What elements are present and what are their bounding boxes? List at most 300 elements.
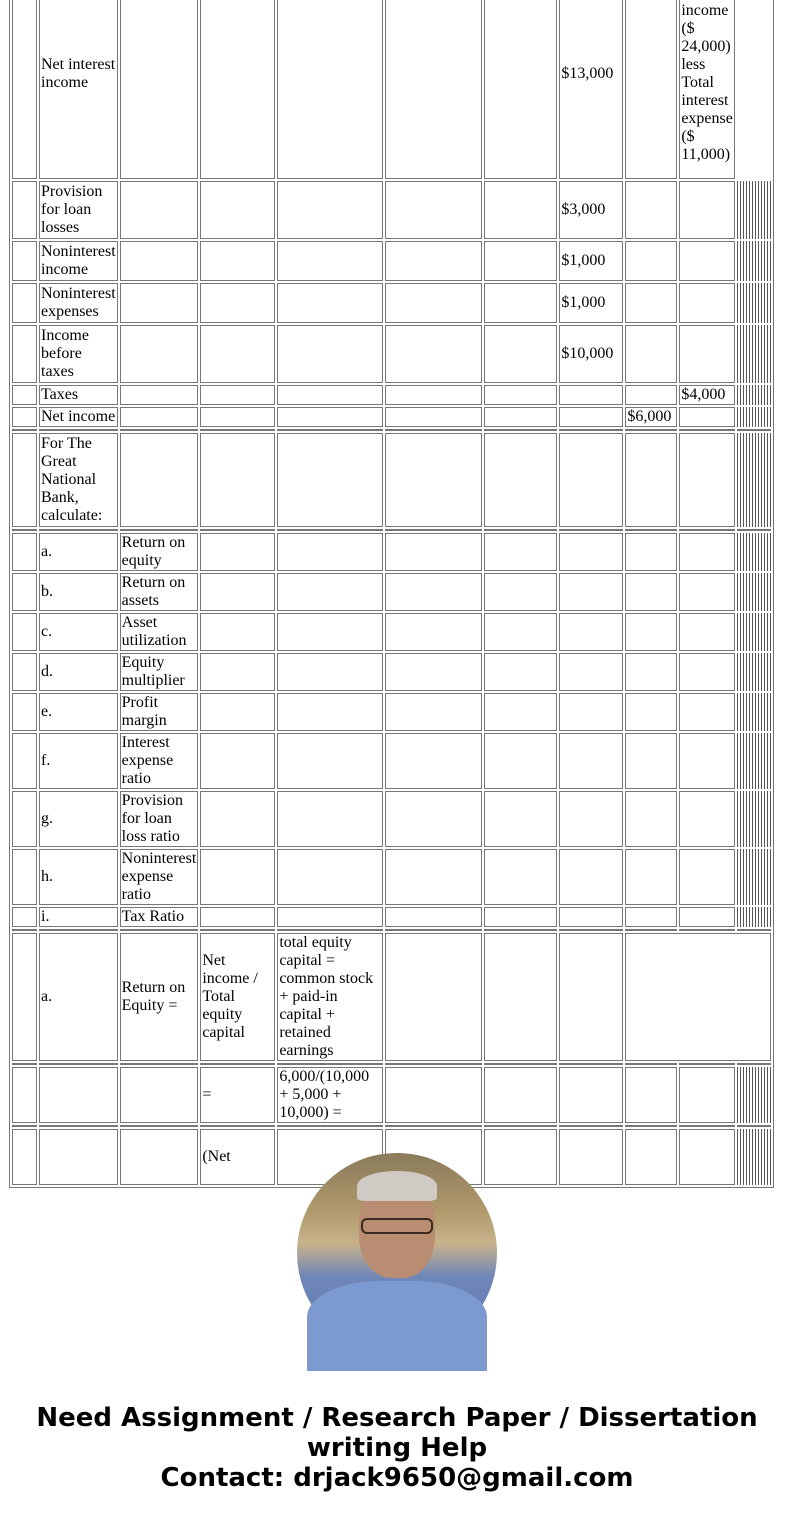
table-cell	[625, 907, 677, 927]
table-cell	[277, 181, 383, 239]
table-cell	[120, 241, 199, 281]
table-cell	[559, 433, 623, 527]
table-cell	[484, 241, 557, 281]
table-cell	[39, 1129, 118, 1185]
table-cell	[679, 791, 735, 847]
table-row	[12, 693, 771, 731]
table-cell	[385, 407, 482, 427]
separator-cell	[277, 1063, 383, 1065]
table-cell: Noninterest income	[39, 241, 118, 281]
table-cell-edge	[737, 693, 771, 731]
table-cell	[200, 325, 275, 383]
table-cell: Equity multiplier	[120, 653, 199, 691]
table-cell	[385, 693, 482, 731]
table-row	[12, 407, 771, 427]
table-cell	[484, 283, 557, 323]
separator-cell	[737, 929, 771, 931]
table-cell: Asset utilization	[120, 613, 199, 651]
table-cell	[385, 791, 482, 847]
table-cell	[385, 573, 482, 611]
row-separator	[12, 429, 771, 431]
separator-cell	[277, 429, 383, 431]
table-cell	[385, 283, 482, 323]
separator-cell	[679, 1063, 735, 1065]
separator-cell	[737, 1063, 771, 1065]
table-cell	[12, 1129, 37, 1185]
table-cell	[200, 181, 275, 239]
table-cell	[484, 933, 557, 1061]
table-cell-edge	[737, 0, 771, 179]
table-cell: f.	[39, 733, 118, 789]
table-cell-edge	[737, 325, 771, 383]
table-cell-edge	[737, 181, 771, 239]
table-cell	[277, 573, 383, 611]
table-cell	[484, 573, 557, 611]
table-row	[12, 849, 771, 905]
table-cell	[484, 613, 557, 651]
promo-text	[0, 1403, 794, 1493]
separator-cell	[39, 529, 118, 531]
separator-cell	[385, 1125, 482, 1127]
separator-cell	[12, 929, 37, 931]
table-cell: h.	[39, 849, 118, 905]
table-cell	[559, 1129, 623, 1185]
table-cell	[200, 907, 275, 927]
table-cell: $1,000	[559, 241, 623, 281]
separator-cell	[385, 429, 482, 431]
table-cell: Return on equity	[120, 533, 199, 571]
separator-cell	[39, 1125, 118, 1127]
table-row	[12, 325, 771, 383]
table-cell: Return on assets	[120, 573, 199, 611]
table-cell: $6,000	[625, 407, 677, 427]
table-cell	[679, 533, 735, 571]
table-cell	[120, 325, 199, 383]
table-cell: a.	[39, 933, 118, 1061]
table-cell	[385, 849, 482, 905]
table-cell: =	[200, 1067, 275, 1123]
table-cell	[277, 791, 383, 847]
table-cell	[277, 907, 383, 927]
table-cell	[559, 613, 623, 651]
table-cell: Noninterest expenses	[39, 283, 118, 323]
table-cell	[12, 693, 37, 731]
table-cell	[385, 907, 482, 927]
separator-cell	[385, 529, 482, 531]
table-cell	[679, 849, 735, 905]
table-cell	[484, 407, 557, 427]
table-cell	[679, 693, 735, 731]
table-cell	[200, 693, 275, 731]
table-cell	[277, 733, 383, 789]
table-cell	[385, 325, 482, 383]
table-cell	[625, 181, 677, 239]
table-cell: $1,000	[559, 283, 623, 323]
table-cell	[120, 407, 199, 427]
table-cell	[484, 385, 557, 405]
table-cell-edge	[737, 1067, 771, 1123]
table-cell-edge	[737, 907, 771, 927]
table-cell: Provision for loan loss ratio	[120, 791, 199, 847]
table-cell	[625, 573, 677, 611]
table-cell	[484, 693, 557, 731]
separator-cell	[559, 929, 623, 931]
separator-cell	[12, 429, 37, 431]
table-cell: Net interest income	[39, 0, 118, 179]
table-cell	[484, 907, 557, 927]
table-row	[12, 241, 771, 281]
table-cell-edge	[737, 407, 771, 427]
separator-cell	[484, 929, 557, 931]
separator-cell	[200, 529, 275, 531]
table-cell	[277, 613, 383, 651]
table-cell	[277, 693, 383, 731]
table-cell	[12, 283, 37, 323]
table-cell	[559, 693, 623, 731]
table-cell	[559, 533, 623, 571]
table-row	[12, 433, 771, 527]
table-cell	[625, 653, 677, 691]
table-cell	[385, 433, 482, 527]
table-cell-edge	[737, 791, 771, 847]
table-cell	[12, 533, 37, 571]
table-cell: Interest expense ratio	[120, 733, 199, 789]
table-cell	[200, 573, 275, 611]
table-cell	[385, 0, 482, 179]
table-row	[12, 385, 771, 405]
table-cell	[559, 573, 623, 611]
table-cell	[625, 325, 677, 383]
table-cell	[559, 791, 623, 847]
row-separator	[12, 1125, 771, 1127]
table-cell	[484, 433, 557, 527]
table-cell: Net income	[39, 407, 118, 427]
table-cell	[679, 1067, 735, 1123]
separator-cell	[737, 429, 771, 431]
author-photo	[297, 1153, 497, 1353]
table-cell	[12, 933, 37, 1061]
table-cell	[12, 849, 37, 905]
separator-cell	[679, 1125, 735, 1127]
table-cell: Tax Ratio	[120, 907, 199, 927]
table-cell	[559, 933, 623, 1061]
table-cell	[625, 0, 677, 179]
table-row	[12, 907, 771, 927]
table-cell	[12, 573, 37, 611]
separator-cell	[12, 1125, 37, 1127]
separator-cell	[559, 529, 623, 531]
separator-cell	[559, 429, 623, 431]
table-row	[12, 933, 771, 1061]
separator-cell	[12, 529, 37, 531]
separator-cell	[484, 1063, 557, 1065]
table-cell: Provision for loan losses	[39, 181, 118, 239]
table-cell	[559, 849, 623, 905]
table-cell: d.	[39, 653, 118, 691]
table-cell	[679, 653, 735, 691]
table-cell	[12, 433, 37, 527]
table-cell	[679, 573, 735, 611]
table-cell	[385, 385, 482, 405]
table-cell	[385, 181, 482, 239]
table-cell: b.	[39, 573, 118, 611]
table-cell-edge	[737, 573, 771, 611]
separator-cell	[12, 1063, 37, 1065]
table-cell	[200, 613, 275, 651]
table-cell: Return on Equity =	[120, 933, 199, 1061]
table-cell	[385, 933, 482, 1061]
table-cell: Income before taxes	[39, 325, 118, 383]
separator-cell	[484, 529, 557, 531]
table-cell	[679, 325, 735, 383]
table-cell	[625, 849, 677, 905]
table-cell	[120, 1129, 199, 1185]
table-cell	[200, 849, 275, 905]
table-cell: e.	[39, 693, 118, 731]
separator-cell	[200, 429, 275, 431]
separator-cell	[200, 1125, 275, 1127]
table-cell	[39, 1067, 118, 1123]
separator-cell	[679, 529, 735, 531]
table-cell	[625, 791, 677, 847]
table-cell: i.	[39, 907, 118, 927]
table-cell: (Net	[200, 1129, 275, 1185]
table-cell	[120, 1067, 199, 1123]
table-cell: $4,000	[679, 385, 735, 405]
table-cell	[277, 653, 383, 691]
table-cell	[484, 733, 557, 789]
table-cell	[679, 613, 735, 651]
separator-cell	[120, 429, 199, 431]
table-cell-edge	[737, 1129, 771, 1185]
table-cell	[277, 433, 383, 527]
separator-cell	[39, 429, 118, 431]
table-cell	[625, 733, 677, 789]
table-cell	[625, 241, 677, 281]
table-cell	[12, 241, 37, 281]
table-cell	[484, 1067, 557, 1123]
table-cell	[200, 0, 275, 179]
separator-cell	[200, 1063, 275, 1065]
table-cell	[625, 613, 677, 651]
separator-cell	[120, 1063, 199, 1065]
table-cell	[385, 613, 482, 651]
table-cell	[625, 533, 677, 571]
separator-cell	[385, 1063, 482, 1065]
table-cell	[625, 433, 677, 527]
row-separator	[12, 929, 771, 931]
table-cell	[385, 533, 482, 571]
table-cell	[277, 325, 383, 383]
table-cell	[484, 1129, 557, 1185]
table-cell	[12, 0, 37, 179]
table-cell-edge	[737, 241, 771, 281]
table-cell	[12, 1067, 37, 1123]
table-cell	[120, 433, 199, 527]
table-cell: $13,000	[559, 0, 623, 179]
table-cell	[12, 733, 37, 789]
table-cell-edge	[737, 283, 771, 323]
table-cell	[12, 791, 37, 847]
separator-cell	[484, 1125, 557, 1127]
table-cell	[12, 325, 37, 383]
separator-cell	[39, 929, 118, 931]
table-cell	[277, 0, 383, 179]
table-cell	[679, 1129, 735, 1185]
table-cell: total equity capital = common stock + paid-in capital + retained earnings	[277, 933, 383, 1061]
table-row	[12, 613, 771, 651]
table-cell	[625, 1129, 677, 1185]
table-cell	[484, 653, 557, 691]
table-cell	[200, 241, 275, 281]
table-cell-edge	[737, 385, 771, 405]
table-cell	[200, 385, 275, 405]
table-cell	[679, 181, 735, 239]
table-cell	[120, 181, 199, 239]
table-cell	[484, 0, 557, 179]
table-row	[12, 533, 771, 571]
separator-cell	[559, 1125, 623, 1127]
separator-cell	[120, 929, 199, 931]
table-cell	[277, 283, 383, 323]
table-cell	[120, 385, 199, 405]
table-cell	[559, 653, 623, 691]
table-row	[12, 283, 771, 323]
separator-cell	[484, 429, 557, 431]
table-cell: 6,000/(10,000 + 5,000 + 10,000) =	[277, 1067, 383, 1123]
separator-cell	[625, 1063, 677, 1065]
row-separator	[12, 1063, 771, 1065]
table-cell	[200, 407, 275, 427]
table-cell	[12, 181, 37, 239]
separator-cell	[737, 1125, 771, 1127]
table-cell: c.	[39, 613, 118, 651]
separator-cell	[679, 929, 735, 931]
separator-cell	[120, 529, 199, 531]
table-row	[12, 181, 771, 239]
table-cell	[200, 533, 275, 571]
table-cell	[200, 433, 275, 527]
table-cell	[385, 653, 482, 691]
separator-cell	[679, 429, 735, 431]
table-cell	[277, 407, 383, 427]
table-cell	[625, 693, 677, 731]
table-cell	[277, 385, 383, 405]
table-cell: Noninterest expense ratio	[121, 850, 197, 903]
table-cell: $3,000	[559, 181, 623, 239]
separator-cell	[39, 1063, 118, 1065]
table-cell	[277, 241, 383, 281]
table-cell	[200, 733, 275, 789]
table-row	[12, 653, 771, 691]
table-cell: g.	[39, 791, 118, 847]
table-cell: income ($ 24,000) less Total interest expense ($ 11,000)	[679, 0, 735, 179]
table-cell	[679, 283, 735, 323]
table-cell	[484, 181, 557, 239]
table-cell: For The Great National Bank, calculate:	[39, 433, 118, 527]
table-cell	[12, 613, 37, 651]
table-cell	[200, 791, 275, 847]
table-cell	[385, 1067, 482, 1123]
table-cell-edge	[737, 613, 771, 651]
separator-cell	[625, 529, 677, 531]
table-cell-edge	[737, 733, 771, 789]
table-cell	[385, 241, 482, 281]
table-row	[12, 791, 771, 847]
promo-headline: Need Assignment / Research Paper / Dissertation writing Help	[36, 1403, 758, 1463]
table-row	[12, 0, 771, 179]
table-cell: a.	[39, 533, 118, 571]
separator-cell	[625, 929, 677, 931]
separator-cell	[559, 1063, 623, 1065]
table-cell	[679, 733, 735, 789]
table-cell-edge	[737, 849, 771, 905]
table-cell: $10,000	[559, 325, 623, 383]
table-cell	[625, 385, 677, 405]
table-cell	[484, 791, 557, 847]
table-cell: Net income / Total equity capital	[200, 933, 275, 1061]
table-cell	[625, 933, 771, 1061]
separator-cell	[625, 429, 677, 431]
table-cell	[625, 1067, 677, 1123]
separator-cell	[277, 929, 383, 931]
table-cell-edge	[737, 433, 771, 527]
table-row	[12, 1067, 771, 1123]
table-cell	[12, 907, 37, 927]
table-cell	[277, 533, 383, 571]
table-cell	[12, 407, 37, 427]
table-cell	[484, 533, 557, 571]
table-cell	[679, 241, 735, 281]
table-cell	[559, 907, 623, 927]
table-cell	[559, 385, 623, 405]
table-cell	[200, 283, 275, 323]
table-cell-edge	[737, 653, 771, 691]
table-cell	[559, 407, 623, 427]
table-cell	[484, 849, 557, 905]
separator-cell	[120, 1125, 199, 1127]
promo-contact: Contact: drjack9650@gmail.com	[160, 1463, 634, 1493]
table-cell	[679, 907, 735, 927]
row-separator	[12, 529, 771, 531]
table-cell	[484, 325, 557, 383]
table-cell: Taxes	[39, 385, 118, 405]
table-cell	[12, 653, 37, 691]
table-cell	[277, 849, 383, 905]
table-row	[12, 573, 771, 611]
table-cell-edge	[737, 533, 771, 571]
separator-cell	[200, 929, 275, 931]
table-row	[12, 733, 771, 789]
table-cell	[385, 733, 482, 789]
table-cell	[559, 1067, 623, 1123]
table-cell	[200, 653, 275, 691]
table-cell: Profit margin	[120, 693, 199, 731]
table-cell	[679, 433, 735, 527]
table-cell	[559, 733, 623, 789]
separator-cell	[385, 929, 482, 931]
table-cell	[120, 0, 199, 179]
table-cell	[625, 283, 677, 323]
separator-cell	[277, 1125, 383, 1127]
bank-ratio-table	[9, 0, 774, 1188]
separator-cell	[277, 529, 383, 531]
table-cell	[679, 407, 735, 427]
separator-cell	[737, 529, 771, 531]
table-cell	[120, 283, 199, 323]
separator-cell	[625, 1125, 677, 1127]
table-cell	[12, 385, 37, 405]
